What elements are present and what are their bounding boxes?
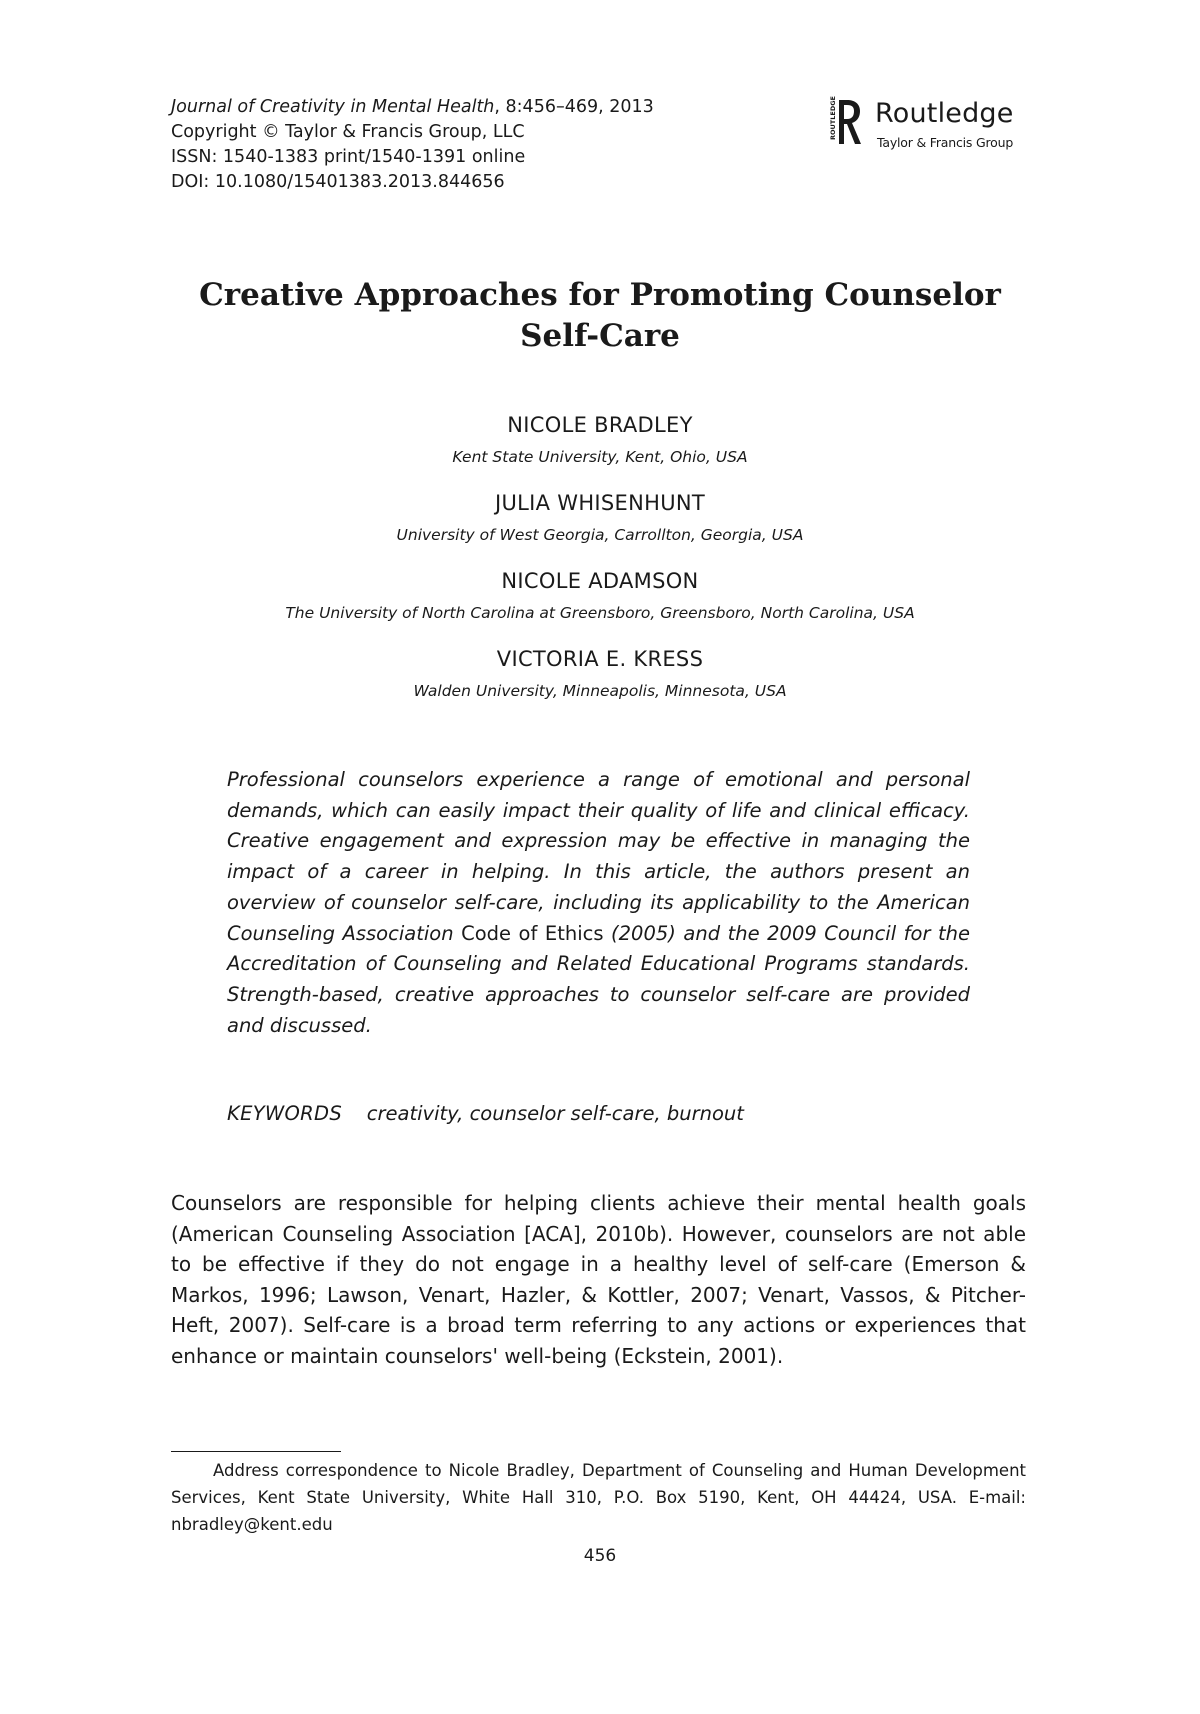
- logo-brand: Routledge: [875, 98, 1014, 129]
- author-name: VICTORIA E. KRESS: [496, 647, 704, 671]
- logo-vertical-text: ROUTLEDGE: [829, 96, 837, 140]
- author-name: NICOLE BRADLEY: [507, 413, 693, 437]
- footnote: Address correspondence to Nicole Bradley, Department of Counseling and Human Development Services, Kent State University, White Hall 310, P.O. Box 5190, Kent, OH 44424, USA. E-mail: nbradley@kent.edu: [171, 1461, 1026, 1534]
- doi-line: DOI: 10.1080/15401383.2013.844656: [171, 172, 505, 192]
- code-of-ethics: Code of Ethics: [461, 921, 604, 945]
- journal-issue: , 8:456–469, 2013: [494, 97, 654, 117]
- copyright-line: Copyright © Taylor & Francis Group, LLC: [171, 122, 525, 142]
- page-number: 456: [583, 1546, 617, 1566]
- keywords-values: creativity, counselor self-care, burnout: [366, 1102, 744, 1125]
- routledge-logo-icon: [827, 96, 867, 156]
- author-name: NICOLE ADAMSON: [501, 569, 699, 593]
- abstract-part-1: Professional counselors experience a range of emotional and personal demands, which can easily impact their quality of life and clinical efficacy. Creative engagement and expression may be effective in managing the impact of a career in helping. In this article, the authors present an overview of counselor self-care, including its applicability to the American Counseling Association: [227, 768, 970, 945]
- publisher-logo: [827, 96, 1037, 156]
- author-name: JULIA WHISENHUNT: [494, 491, 706, 515]
- keywords: [227, 1102, 744, 1125]
- issn-line: ISSN: 1540-1383 print/1540-1391 online: [171, 147, 526, 167]
- abstract: [227, 765, 970, 1041]
- body-paragraph: Counselors are responsible for helping clients achieve their mental health goals (American Counseling Association [ACA], 2010b). However, counselors are not able to be effective if they do not engage in a healthy level of self-care (Emerson & Markos, 1996; Lawson, Venart, Hazler, & Kottler, 2007; Venart, Vassos, & Pitcher-Heft, 2007). Self-care is a broad term referring to any actions or experiences that enhance or maintain counselors' well-being (Eckstein, 2001).: [171, 1191, 1026, 1368]
- title-line-1: Creative Approaches for Promoting Counselor: [199, 277, 1001, 313]
- journal-citation: [171, 95, 654, 120]
- logo-subtitle: Taylor & Francis Group: [877, 135, 1014, 150]
- author-affiliation: The University of North Carolina at Greensboro, Greensboro, North Carolina, USA: [285, 604, 915, 622]
- keywords-label: KEYWORDS: [227, 1102, 342, 1125]
- author-affiliation: Kent State University, Kent, Ohio, USA: [452, 448, 748, 466]
- article-title: [150, 275, 1050, 357]
- author-affiliation: Walden University, Minneapolis, Minnesota, USA: [413, 682, 787, 700]
- footnote-divider: [171, 1451, 341, 1452]
- journal-name: Journal of Creativity in Mental Health: [171, 97, 495, 117]
- abstract-part-2: (2005) and the 2009 Council for the Accreditation of Counseling and Related Educational Programs standards. Strength-based, creative approaches to counselor self-care are provided and discussed.: [227, 921, 970, 1037]
- author-affiliation: University of West Georgia, Carrollton, Georgia, USA: [396, 526, 804, 544]
- journal-header: [171, 95, 654, 195]
- title-line-2: Self-Care: [520, 318, 680, 354]
